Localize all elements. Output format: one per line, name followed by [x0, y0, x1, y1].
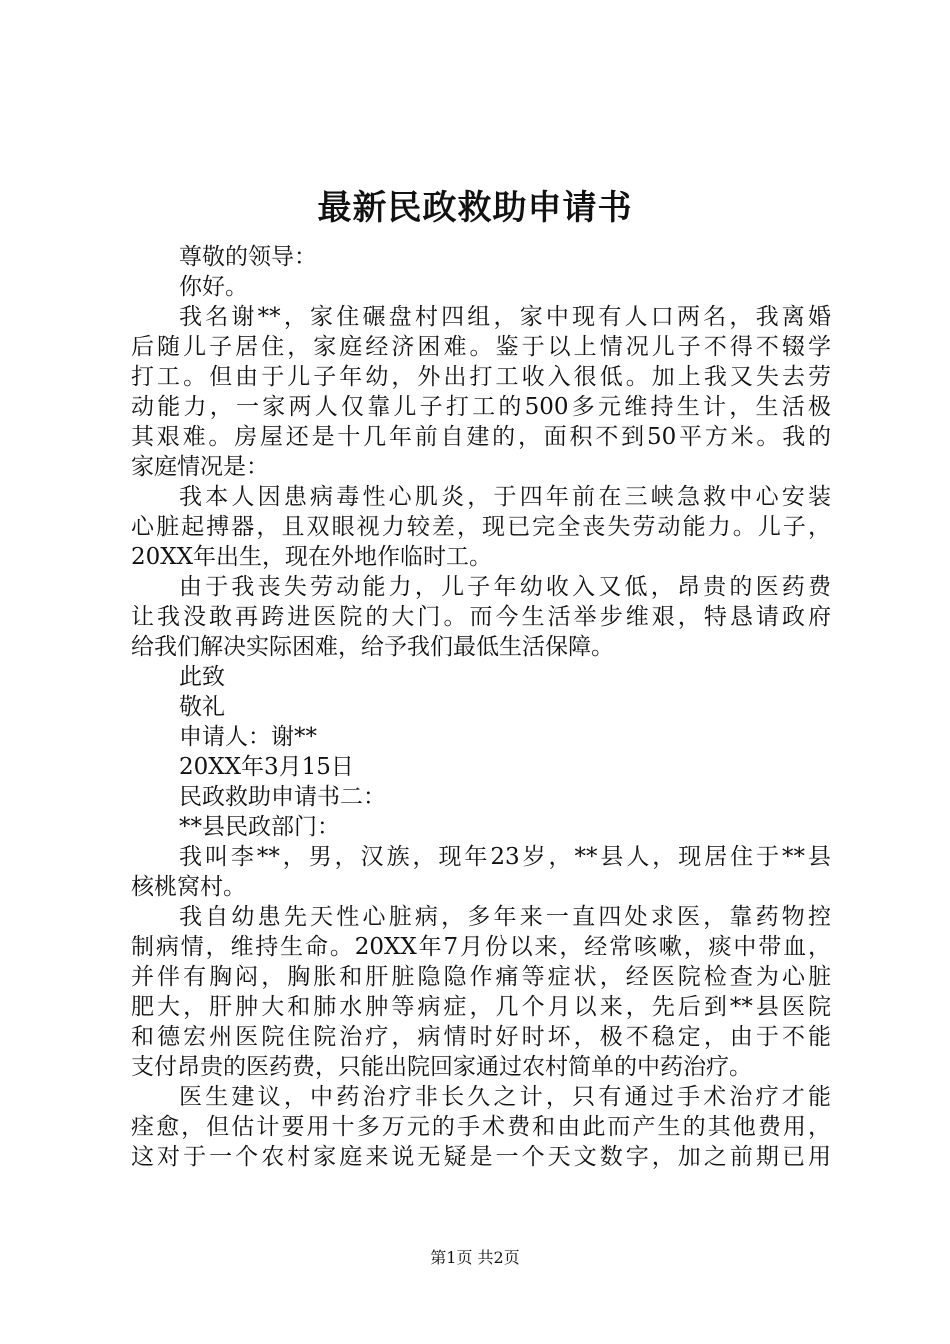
paragraph-line: 核桃窝村。 [131, 874, 246, 900]
recipient-line: **县民政部门： [179, 814, 340, 840]
paragraph-line: 支付昂贵的医药费，只能出院回家通过农村简单的中药治疗。 [131, 1054, 752, 1080]
date-line: 20XX年3月15日 [179, 754, 354, 780]
greeting-line: 你好。 [179, 274, 248, 300]
paragraph-line: 20XX年出生，现在外地作临时工。 [131, 544, 493, 570]
paragraph-line: 痊愈，但估计要用十多万元的手术费和由此而产生的其他费用， [131, 1114, 831, 1140]
section-heading: 民政救助申请书二： [179, 784, 386, 810]
paragraph-line: 其艰难。房屋还是十几年前自建的，面积不到50平方米。我的 [131, 424, 831, 450]
page-number: 第1页 共2页 [430, 1248, 520, 1267]
paragraph-line: 我本人因患病毒性心肌炎，于四年前在三峡急救中心安装 [179, 484, 831, 510]
paragraph-line: 医生建议，中药治疗非长久之计，只有通过手术治疗才能 [179, 1084, 831, 1110]
paragraph-line: 由于我丧失劳动能力，儿子年幼收入又低，昂贵的医药费 [179, 574, 831, 600]
paragraph-line: 制病情，维持生命。20XX年7月份以来，经常咳嗽，痰中带血， [131, 934, 831, 960]
paragraph-line: 肥大，肝肿大和肺水肿等病症，几个月以来，先后到**县医院 [131, 994, 831, 1020]
paragraph-line: 我叫李**，男，汉族，现年23岁，**县人，现居住于**县 [179, 844, 831, 870]
closing-line: 敬礼 [179, 694, 225, 720]
paragraph-line: 家庭情况是： [131, 454, 269, 480]
paragraph-line: 和德宏州医院住院治疗，病情时好时坏，极不稳定，由于不能 [131, 1024, 831, 1050]
document-body [131, 242, 831, 1172]
applicant-line: 申请人：谢** [179, 724, 317, 750]
paragraph-line: 心脏起搏器，且双眼视力较差，现已完全丧失劳动能力。儿子， [131, 514, 831, 540]
paragraph-line: 给我们解决实际困难，给予我们最低生活保障。 [131, 634, 614, 660]
paragraph-line: 这对于一个农村家庭来说无疑是一个天文数字，加之前期已用 [131, 1144, 831, 1170]
closing-line: 此致 [179, 664, 225, 690]
paragraph-line: 后随儿子居住，家庭经济困难。鉴于以上情况儿子不得不辍学 [131, 334, 831, 360]
paragraph-line: 让我没敢再跨进医院的大门。而今生活举步维艰，特恳请政府 [131, 604, 831, 630]
document-title: 最新民政救助申请书 [317, 188, 633, 228]
paragraph-line: 我自幼患先天性心脏病，多年来一直四处求医，靠药物控 [179, 904, 831, 930]
paragraph-line: 动能力，一家两人仅靠儿子打工的500多元维持生计，生活极 [131, 394, 831, 420]
paragraph-line: 我名谢**，家住碾盘村四组，家中现有人口两名，我离婚 [179, 304, 831, 330]
paragraph-line: 并伴有胸闷，胸胀和肝脏隐隐作痛等症状，经医院检查为心脏 [131, 964, 831, 990]
paragraph-line: 打工。但由于儿子年幼，外出打工收入很低。加上我又失去劳 [131, 364, 831, 390]
salutation-line: 尊敬的领导： [179, 244, 317, 270]
